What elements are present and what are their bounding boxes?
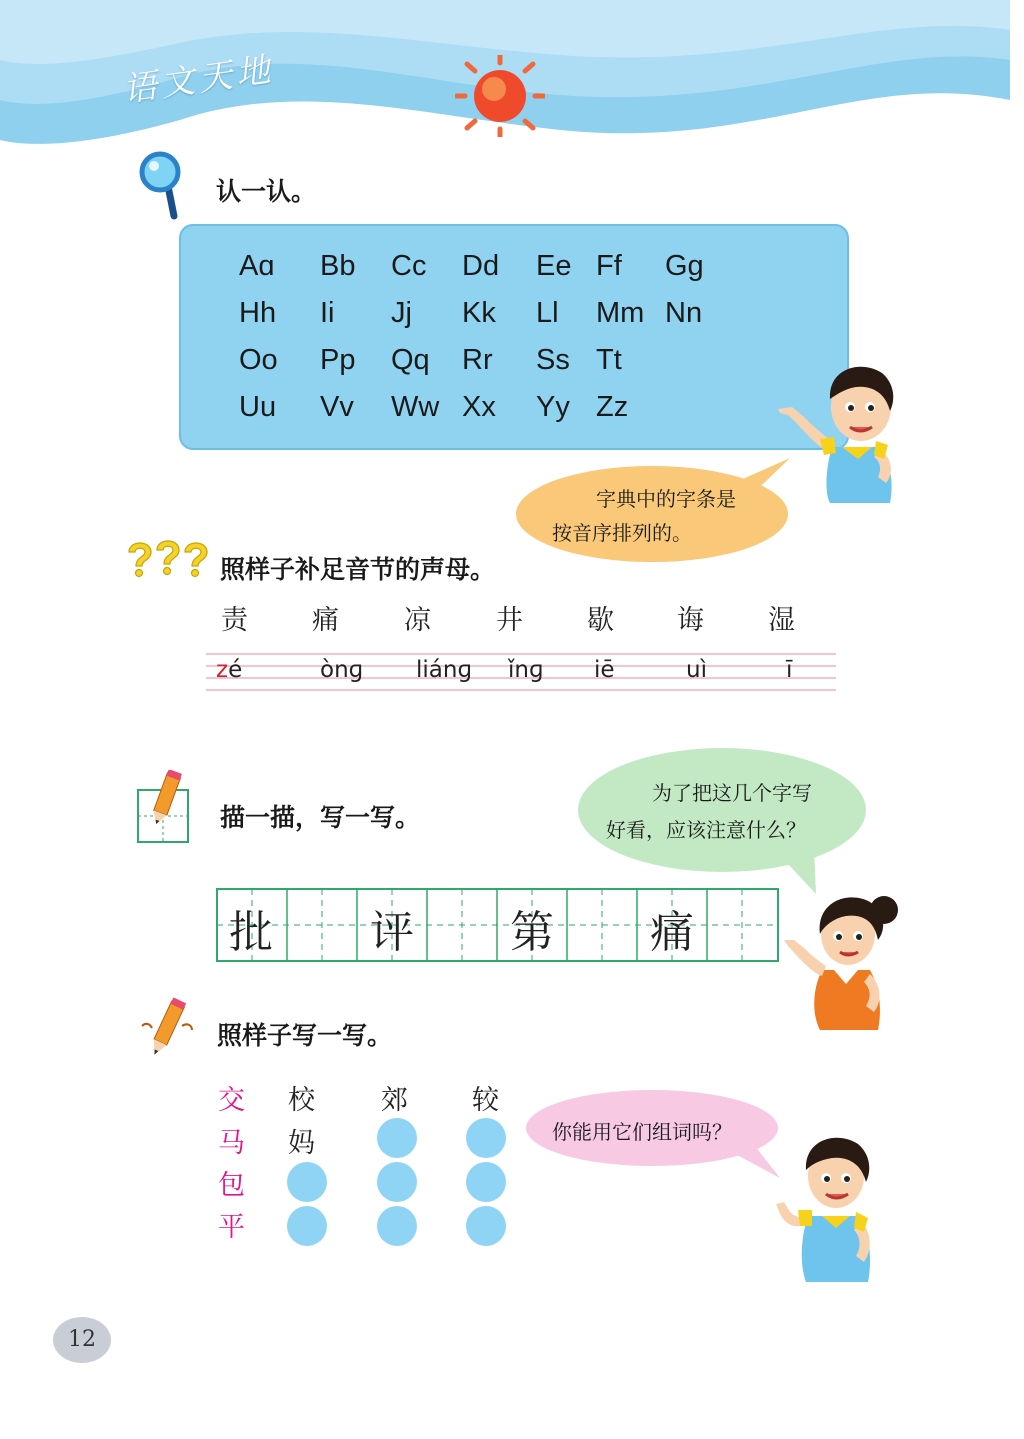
base-char: 平 [218, 1212, 245, 1243]
letter-pair: Ss [536, 344, 570, 376]
letter-pair: Cc [391, 250, 427, 282]
base-char: 交 [218, 1085, 245, 1116]
section2-title: 照样子补足音节的声母。 [220, 555, 496, 584]
letter-pair: Pp [320, 344, 356, 376]
letter-pair: Ff [596, 250, 622, 282]
blank-circle[interactable] [377, 1206, 417, 1246]
question-marks-icon [125, 538, 213, 578]
blank-circle[interactable] [466, 1206, 506, 1246]
bubble-dictionary-line2: 按音序排列的。 [552, 521, 692, 545]
letter-pair: Aɑ [239, 250, 275, 282]
letter-pair: Mm [596, 297, 645, 329]
base-char: 包 [218, 1170, 245, 1201]
pinyin-example-initial: z [216, 657, 229, 683]
letter-pair: Kk [462, 297, 496, 329]
magnifier-icon [138, 150, 188, 220]
trace-char: 批 [229, 907, 273, 958]
blank-circle[interactable] [377, 1118, 417, 1158]
pinyin-example-final: é [228, 657, 243, 683]
blank-circle[interactable] [377, 1162, 417, 1202]
hanzi-char: 凉 [404, 605, 431, 636]
pencil-grid-icon [136, 770, 192, 846]
pencil-icon [138, 996, 196, 1064]
compound-char: 较 [472, 1085, 499, 1116]
letter-pair: Vv [320, 391, 354, 423]
letter-pair: Rr [462, 344, 493, 376]
base-char: 马 [218, 1128, 245, 1159]
blank-circle[interactable] [287, 1206, 327, 1246]
hanzi-char: 湿 [768, 605, 795, 636]
letter-pair: Jj [391, 297, 412, 329]
letter-pair: Nn [665, 297, 703, 329]
bubble-writing-line2: 好看，应该注意什么？ [606, 818, 806, 842]
hanzi-char: 责 [221, 605, 248, 636]
bubble-words-text: 你能用它们组词吗？ [552, 1120, 732, 1144]
page-number: 12 [53, 1317, 111, 1363]
compound-char: 校 [288, 1085, 315, 1116]
blank-circle[interactable] [287, 1162, 327, 1202]
section1-title: 认一认。 [216, 177, 317, 206]
hanzi-char: 井 [496, 605, 523, 636]
letter-pair: Zz [596, 391, 629, 423]
letter-pair: Ee [536, 250, 572, 282]
trace-char: 评 [370, 907, 414, 958]
letter-pair: Ll [536, 297, 559, 329]
letter-pair: Xx [462, 391, 496, 423]
blank-circle[interactable] [466, 1118, 506, 1158]
section3-title: 描一描，写一写。 [220, 803, 421, 832]
pinyin-syllable: ònɡ [320, 657, 364, 683]
blank-circle[interactable] [466, 1162, 506, 1202]
letter-pair: Ii [320, 297, 335, 329]
letter-pair: Uu [239, 391, 277, 423]
bubble-writing-line1: 为了把这几个字写 [652, 781, 812, 805]
letter-pair: Tt [596, 344, 622, 376]
sun-icon [455, 55, 545, 137]
hanzi-char: 诲 [677, 605, 704, 636]
bubble-dictionary-line1: 字典中的字条是 [596, 487, 736, 511]
pinyin-syllable: liánɡ [416, 657, 473, 683]
letter-pair: Oo [239, 344, 278, 376]
letter-pair: Ww [391, 391, 440, 423]
letter-pair: Qq [391, 344, 430, 376]
section4-title: 照样子写一写。 [217, 1021, 393, 1050]
compound-char: 郊 [381, 1085, 408, 1116]
letter-pair: Hh [239, 297, 277, 329]
header-title: 语文天地 [120, 49, 277, 111]
hanzi-char: 痛 [312, 605, 339, 636]
hanzi-char: 歇 [587, 605, 614, 636]
letter-pair: Bb [320, 250, 356, 282]
boy-thumbs-up-illustration [768, 1130, 890, 1282]
letter-pair: Yy [536, 391, 570, 423]
letter-pair: Gg [665, 250, 704, 282]
trace-char: 第 [510, 907, 554, 958]
alphabet-table [179, 224, 849, 450]
letter-pair: Dd [462, 250, 500, 282]
pinyin-syllable: ǐnɡ [508, 657, 544, 683]
pinyin-syllable: ī [786, 657, 793, 683]
girl-illustration [782, 890, 902, 1030]
compound-char-example: 妈 [288, 1128, 315, 1159]
trace-char: 痛 [650, 907, 694, 958]
pinyin-example [216, 657, 242, 683]
pinyin-syllable: iē [594, 657, 615, 683]
pinyin-syllable: uì [686, 657, 707, 683]
